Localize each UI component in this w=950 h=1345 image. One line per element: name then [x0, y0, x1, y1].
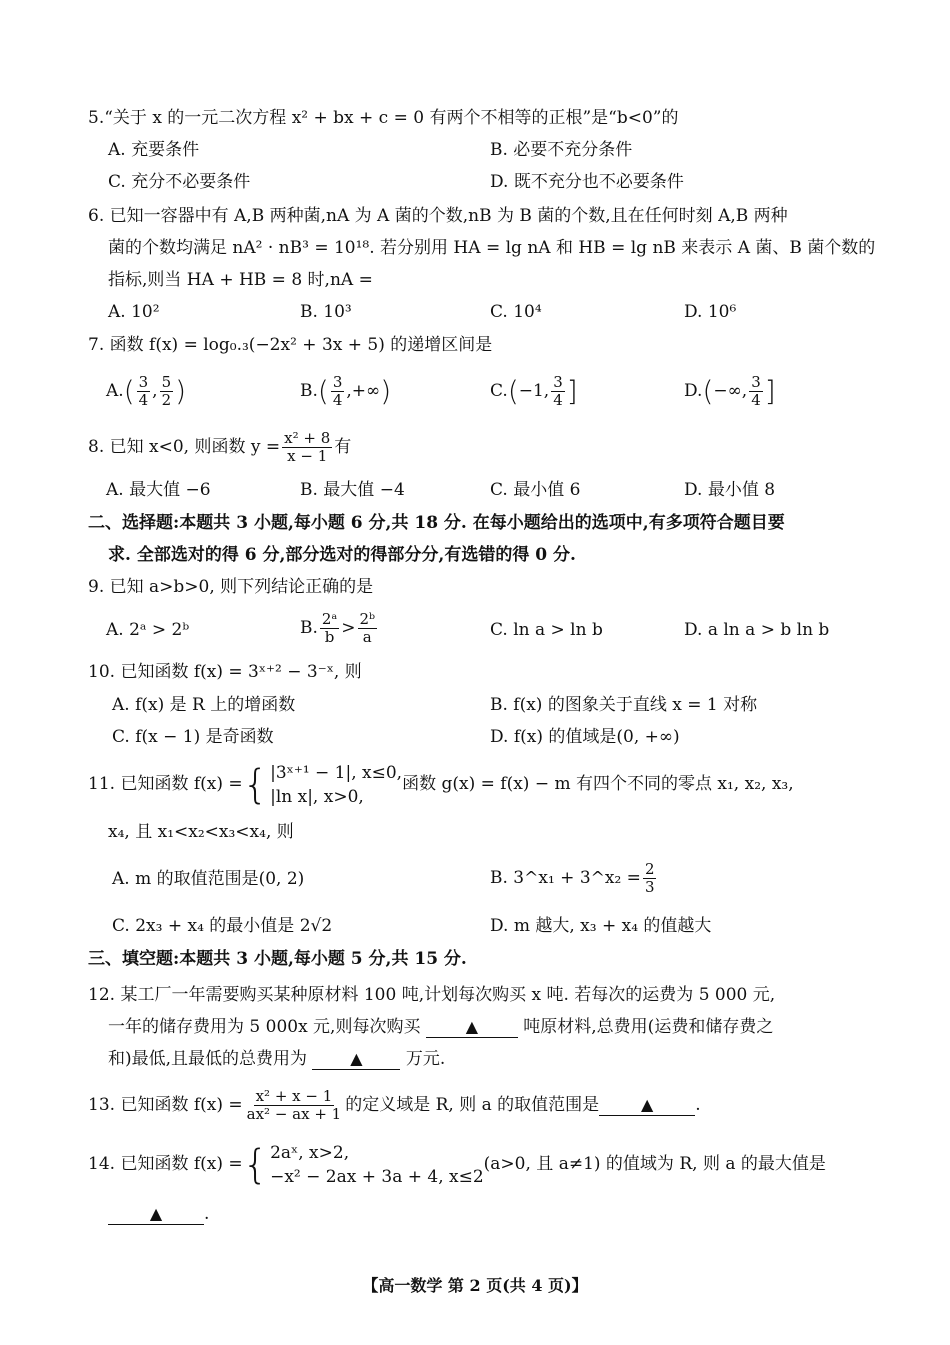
q11-option-a: A. m 的取值范围是(0, 2)	[112, 869, 305, 889]
q6-line-3: 指标,则当 HA + HB = 8 时,nA =	[108, 270, 373, 290]
num: x² + 8	[284, 429, 331, 447]
den: 4	[553, 391, 563, 409]
q5-option-d: D. 既不充分也不必要条件	[490, 172, 684, 192]
q6-option-d: D. 10⁶	[684, 302, 737, 322]
frac	[282, 430, 332, 465]
q7-option-d: D.(−∞, $\frac{3}{4}$ ]	[684, 373, 776, 409]
answer-blank[interactable]	[426, 1017, 518, 1038]
num: 2ᵇ	[359, 610, 376, 628]
q5-option-a: A. 充要条件	[108, 140, 200, 160]
q9-option-b	[300, 608, 379, 648]
den: 4	[751, 391, 761, 409]
q11-option-c: C. 2x₃ + x₄ 的最小值是 2√2	[112, 916, 333, 936]
frac	[320, 611, 339, 646]
q6-option-b: B. 10³	[300, 302, 352, 322]
q6-line-1: 6. 已知一容器中有 A,B 两种菌,nA 为 A 菌的个数,nB 为 B 菌的个数,且在任何时刻 A,B 两种	[88, 206, 788, 226]
q8-stem	[88, 428, 351, 466]
q8-option-a: A. 最大值 −6	[106, 480, 211, 500]
q5-stem: 5.“关于 x 的一元二次方程 x² + bx + c = 0 有两个不相等的正根”是“b<0”的	[88, 108, 679, 128]
num: 2ᵃ	[321, 610, 338, 628]
num: 2	[644, 860, 655, 878]
inf: +∞	[351, 381, 381, 401]
q12-line-2-pre: 一年的储存费用为 5 000x 元,则每次购买	[108, 1017, 421, 1037]
q10-stem: 10. 已知函数 f(x) = 3ˣ⁺² − 3⁻ˣ, 则	[88, 662, 362, 682]
q7-option-b-label: B.	[300, 381, 318, 401]
den: a	[362, 628, 372, 646]
q8-option-b: B. 最大值 −4	[300, 480, 405, 500]
frac	[643, 861, 657, 896]
q5-option-c: C. 充分不必要条件	[108, 172, 251, 192]
q7-stem: 7. 函数 f(x) = log₀.₃(−2x² + 3x + 5) 的递增区间是	[88, 335, 493, 355]
answer-blank[interactable]	[312, 1049, 400, 1070]
answer-blank[interactable]	[108, 1204, 204, 1225]
q7-option-c-label: C.	[490, 381, 508, 401]
den: 4	[138, 391, 149, 409]
q13-stem-post: 的定义域是 R, 则 a 的取值范围是	[345, 1095, 600, 1115]
neg1: −1,	[518, 381, 550, 401]
q11-line-2: x₄, 且 x₁<x₂<x₃<x₄, 则	[108, 822, 294, 842]
neginf: −∞,	[713, 381, 748, 401]
gt: >	[341, 618, 356, 638]
q7-option-a-label: A.	[106, 381, 124, 401]
q13-stem	[88, 1083, 701, 1127]
q14-stem-pre: 14. 已知函数 f(x) =	[88, 1154, 243, 1174]
answer-blank[interactable]	[599, 1095, 695, 1116]
triangle-icon: ▲	[641, 1095, 654, 1114]
section-2-heading: 二、选择题:本题共 3 小题,每小题 6 分,共 18 分. 在每小题给出的选项中,有多项符合题目要	[88, 513, 785, 533]
num: 3	[751, 373, 761, 391]
num: 3	[332, 373, 343, 391]
q11-option-b	[490, 858, 658, 898]
period: .	[204, 1204, 210, 1224]
case-2: |ln x|, x>0,	[270, 786, 364, 807]
q7-option-a: A.( $\frac{3}{4}$ , $\frac{5}{2}$ )	[106, 373, 187, 409]
q8-stem-post: 有	[334, 437, 352, 457]
frac	[137, 374, 151, 409]
triangle-icon: ▲	[149, 1204, 163, 1223]
q9-option-c: C. ln a > ln b	[490, 620, 603, 640]
q6-option-a: A. 10²	[108, 302, 160, 322]
q7-option-d-label: D.	[684, 381, 703, 401]
q7-option-c: C.(−1, $\frac{3}{4}$ ]	[490, 373, 578, 409]
frac	[331, 374, 345, 409]
triangle-icon: ▲	[350, 1049, 363, 1068]
num: 3	[138, 373, 149, 391]
q11-option-b-pre: B. 3^x₁ + 3^x₂ =	[490, 868, 641, 888]
q6-option-c: C. 10⁴	[490, 302, 542, 322]
piecewise	[270, 1141, 484, 1189]
q9-stem: 9. 已知 a>b>0, 则下列结论正确的是	[88, 577, 374, 597]
period: .	[695, 1095, 701, 1115]
den: ax² − ax + 1	[246, 1105, 342, 1123]
den: b	[324, 628, 335, 646]
frac	[160, 374, 174, 409]
q8-stem-pre: 8. 已知 x<0, 则函数 y =	[88, 437, 281, 457]
case-1: |3ˣ⁺¹ − 1|, x≤0,	[270, 762, 403, 783]
q11-option-d: D. m 越大, x₃ + x₄ 的值越大	[490, 916, 712, 936]
num: 3	[553, 373, 563, 391]
q12-line-1: 12. 某工厂一年需要购买某种原材料 100 吨,计划每次购买 x 吨. 若每次的运费为 5 000 元,	[88, 985, 776, 1005]
q8-option-c: C. 最小值 6	[490, 480, 581, 500]
q8-option-d: D. 最小值 8	[684, 480, 776, 500]
q11-stem: 11. 已知函数 f(x) ={ |3ˣ⁺¹ − 1|, x≤0, |ln x|, x>0, 函数 g(x) = f(x) − m 有四个不同的零点 x₁, x₂, x₃,	[88, 761, 794, 808]
q9-option-b-label: B.	[300, 618, 318, 638]
q5-option-b: B. 必要不充分条件	[490, 140, 633, 160]
case-2: −x² − 2ax + 3a + 4, x≤2	[270, 1166, 484, 1187]
q14-answer-line	[108, 1202, 209, 1226]
q14-stem: 14. 已知函数 f(x) ={ 2aˣ, x>2, −x² − 2ax + 3a + 4, x≤2 (a>0, 且 a≠1) 的值域为 R, 则 a 的最大值是	[88, 1141, 826, 1188]
frac	[358, 611, 378, 646]
frac	[245, 1088, 344, 1123]
page-footer: 【高一数学 第 2 页(共 4 页)】	[362, 1276, 588, 1295]
num: 5	[161, 373, 172, 391]
frac	[551, 374, 565, 409]
frac	[749, 374, 763, 409]
q7-option-b: B.( $\frac{3}{4}$ ,+∞)	[300, 373, 392, 409]
q10-option-d: D. f(x) 的值域是(0, +∞)	[490, 727, 680, 747]
den: 4	[332, 391, 343, 409]
den: 3	[644, 878, 655, 896]
q11-stem-post: 函数 g(x) = f(x) − m 有四个不同的零点 x₁, x₂, x₃,	[402, 774, 794, 794]
num: x² + x − 1	[255, 1087, 333, 1105]
q12-line-2	[108, 1015, 773, 1039]
q13-stem-pre: 13. 已知函数 f(x) =	[88, 1095, 243, 1115]
case-1: 2aˣ, x>2,	[270, 1142, 350, 1163]
q6-line-2: 菌的个数均满足 nA² · nB³ = 10¹⁸. 若分别用 HA = lg nA 和 HB = lg nB 来表示 A 菌、B 菌个数的	[108, 238, 876, 258]
q9-option-d: D. a ln a > b ln b	[684, 620, 830, 640]
q10-option-c: C. f(x − 1) 是奇函数	[112, 727, 274, 747]
section-3-heading: 三、填空题:本题共 3 小题,每小题 5 分,共 15 分.	[88, 949, 467, 969]
den: 2	[161, 391, 172, 409]
q12-line-3	[108, 1047, 445, 1071]
q10-option-b: B. f(x) 的图象关于直线 x = 1 对称	[490, 695, 758, 715]
q12-line-3-post: 万元.	[405, 1049, 446, 1069]
piecewise	[270, 761, 402, 809]
section-2-heading-cont: 求. 全部选对的得 6 分,部分选对的得部分分,有选错的得 0 分.	[108, 545, 576, 565]
q14-stem-post: (a>0, 且 a≠1) 的值域为 R, 则 a 的最大值是	[483, 1154, 826, 1174]
q11-stem-pre: 11. 已知函数 f(x) =	[88, 774, 243, 794]
q12-line-3-pre: 和)最低,且最低的总费用为	[108, 1049, 308, 1069]
q9-option-a: A. 2ᵃ > 2ᵇ	[106, 620, 190, 640]
q12-line-2-post: 吨原材料,总费用(运费和储存费之	[523, 1017, 774, 1037]
den: x − 1	[287, 447, 328, 465]
q10-option-a: A. f(x) 是 R 上的增函数	[112, 695, 296, 715]
triangle-icon: ▲	[465, 1017, 479, 1036]
